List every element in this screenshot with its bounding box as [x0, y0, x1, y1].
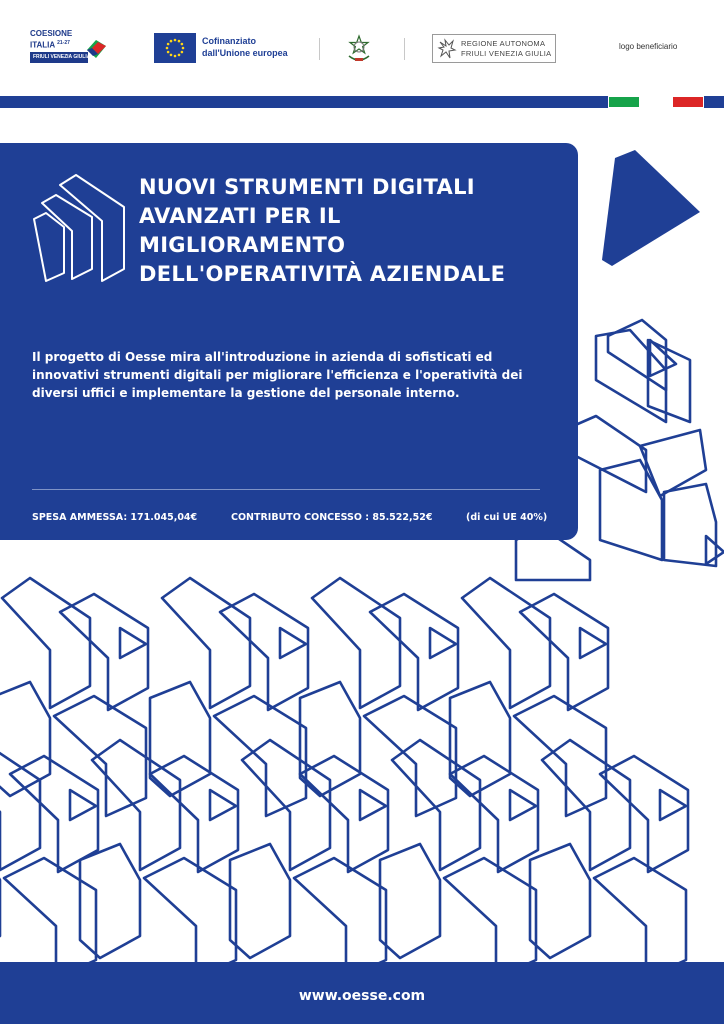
website-link[interactable]: www.oesse.com: [298, 988, 426, 1004]
chevron-shape: [10, 756, 98, 872]
triangle-shape: [430, 628, 456, 658]
chevron-shape: [4, 858, 96, 962]
eu-flag-icon: [154, 33, 196, 63]
chevron-shape: [450, 756, 538, 872]
chevron-shape: [80, 844, 140, 958]
chevron-shape: [370, 594, 458, 710]
fvg-line2: FRIULI VENEZIA GIULIA: [461, 49, 552, 58]
coesione-period: 21-27: [57, 40, 70, 46]
chevron-shape: [294, 858, 386, 962]
triangle-shape: [660, 790, 686, 820]
triangle-shape: [580, 628, 606, 658]
title-line: MIGLIORAMENTO: [139, 233, 346, 257]
coesione-mark-icon: [84, 36, 110, 60]
triangle-shape: [280, 628, 306, 658]
chevron-shape: [594, 858, 686, 962]
chevron-shape: [608, 320, 666, 390]
header: [0, 0, 724, 96]
header-divider: [319, 38, 320, 60]
coesione-line2: [30, 39, 70, 50]
eu-cofunded-logo: [154, 33, 309, 63]
chevron-shape: [520, 594, 608, 710]
coesione-region-bar: FRIULI VENEZIA GIULIA: [30, 52, 88, 63]
project-title: [139, 173, 559, 289]
chevron-shape: [444, 858, 536, 962]
coesione-italia-logo: [30, 30, 114, 68]
chevron-shape: [230, 844, 290, 958]
chevron-shape: [60, 594, 148, 710]
chevron-shape: [300, 756, 388, 872]
flag-green: [608, 96, 640, 108]
chevron-shape: [600, 756, 688, 872]
triangle-shape: [510, 790, 536, 820]
triangle-shape: [210, 790, 236, 820]
italian-flag-strip: [608, 96, 704, 108]
regione-fvg-logo: [432, 34, 556, 63]
flag-white: [640, 96, 672, 108]
triangle-shape: [120, 628, 146, 658]
beneficiary-logo-placeholder: logo beneficiario: [619, 42, 678, 51]
flag-red: [672, 96, 704, 108]
chevron-shape: [380, 844, 440, 958]
fvg-text: [461, 39, 552, 59]
ue-share: (di cui UE 40%): [466, 512, 548, 523]
chevron-shape: [150, 756, 238, 872]
project-panel: [0, 143, 578, 540]
chevron-shape: [144, 858, 236, 962]
eu-cofunded-text: [202, 35, 288, 59]
title-line: AVANZATI PER IL: [139, 204, 341, 228]
coesione-italia-text: ITALIA: [30, 40, 55, 50]
contributo-concesso: CONTRIBUTO CONCESSO : 85.522,52€: [231, 512, 433, 523]
title-line: NUOVI STRUMENTI DIGITALI: [139, 175, 475, 199]
fvg-line1: REGIONE AUTONOMA: [461, 39, 546, 48]
footer: [0, 962, 724, 1024]
triangle-shape: [360, 790, 386, 820]
chevron-shape: [530, 844, 590, 958]
chevron-shape: [54, 696, 146, 816]
coesione-line1: COESIONE: [30, 29, 73, 38]
title-line: DELL'OPERATIVITÀ AZIENDALE: [139, 262, 506, 286]
chevron-shape: [220, 594, 308, 710]
triangle-shape: [70, 790, 96, 820]
spesa-ammessa: SPESA AMMESSA: 171.045,04€: [32, 512, 198, 523]
solid-arrow-icon: [602, 150, 700, 266]
italian-republic-emblem-icon: [346, 34, 372, 64]
header-divider: [404, 38, 405, 60]
project-description: Il progetto di Oesse mira all'introduzione in azienda di sofisticati ed innovativi strumenti digitali per migliorare l'efficienza e l'operatività dei diversi uffici e implementare la gestione del personale interno.: [32, 350, 523, 400]
chevron-shape: [0, 682, 50, 796]
eu-line2: dall'Unione europea: [202, 48, 288, 58]
fvg-eagle-icon: [437, 38, 457, 60]
eu-line1: Cofinanziato: [202, 36, 256, 46]
chevron-shape: [0, 740, 40, 870]
oesse-arrows-icon: [32, 173, 132, 285]
panel-divider: [32, 489, 540, 490]
chevron-shape: [664, 484, 716, 566]
